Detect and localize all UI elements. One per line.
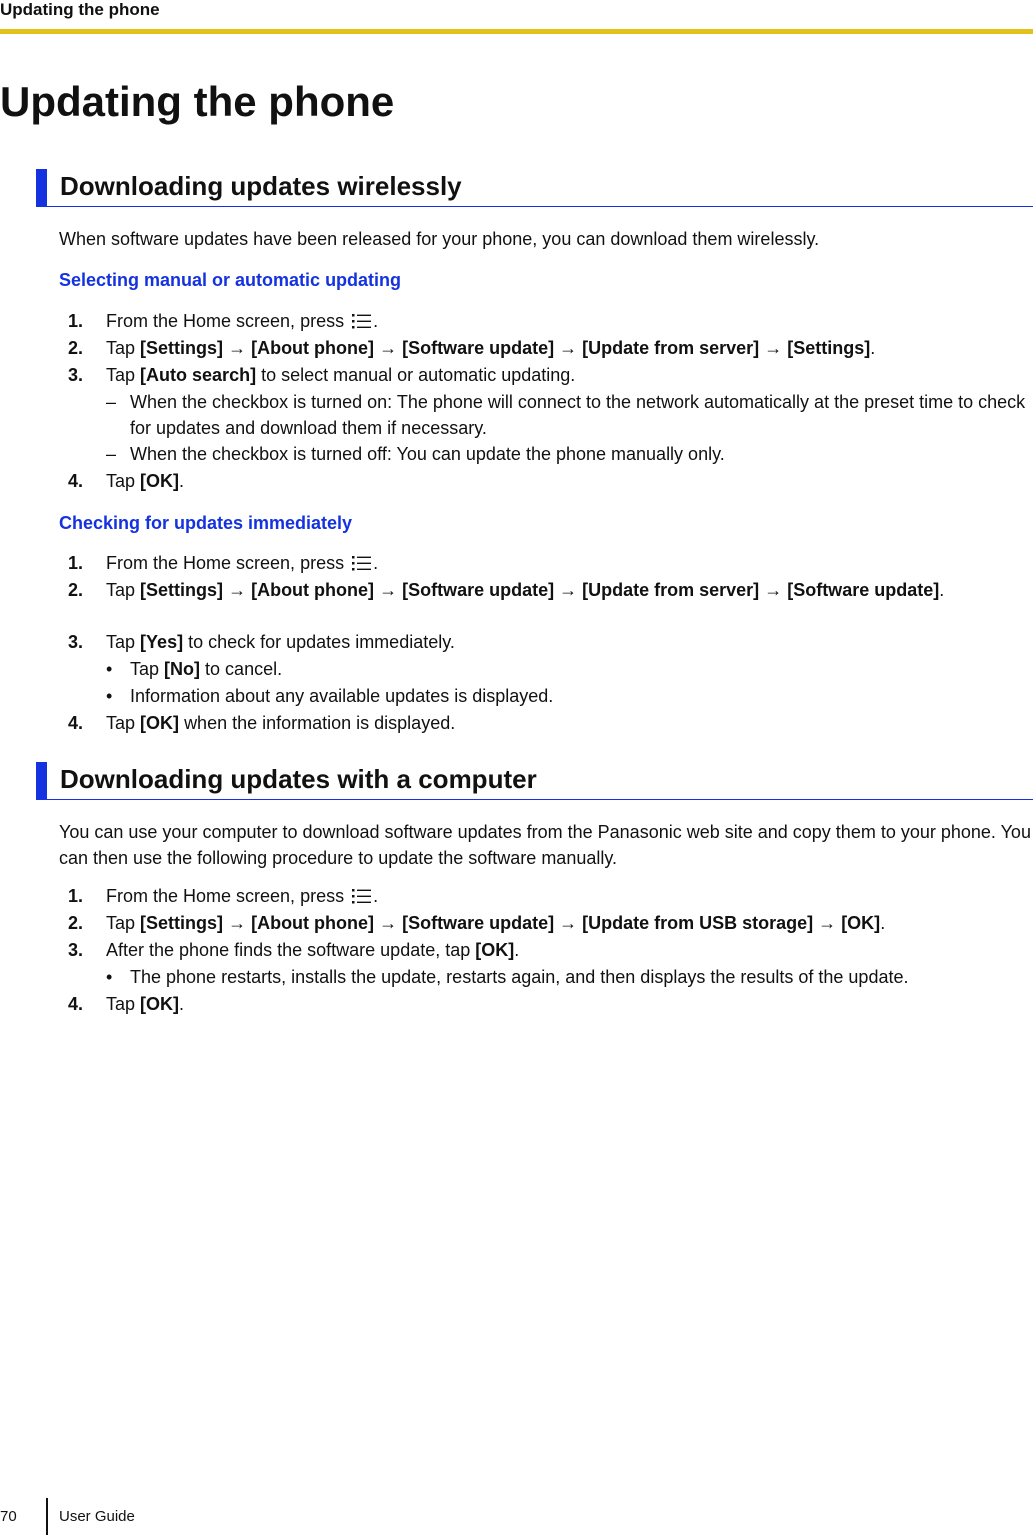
key-settings: [Settings]	[140, 338, 224, 358]
dash-mark: –	[106, 444, 117, 464]
step-number: 3.	[68, 940, 84, 960]
key-no: [No]	[164, 659, 201, 679]
wireless-intro: When software updates have been released for your phone, you can download them wirelessly.	[59, 229, 820, 249]
key-yes: [Yes]	[140, 632, 184, 652]
step-number: 4.	[68, 713, 84, 733]
arrow-icon: →	[379, 338, 398, 358]
key-software-update: [Software update]	[402, 338, 555, 358]
arrow-icon: →	[379, 913, 398, 933]
dash-mark: –	[106, 392, 117, 412]
step-number: 2.	[68, 338, 84, 358]
step-number: 4.	[68, 994, 84, 1014]
arrow-icon: →	[228, 580, 247, 600]
sub-item-text: Information about any available updates is displayed.	[130, 686, 554, 706]
key-software-update: [Software update]	[402, 580, 555, 600]
step-text: Tap [Settings] → [About phone] → [Software update] → [Update from server] → [Settings].	[106, 338, 876, 358]
step-number: 1.	[68, 553, 84, 573]
bullet-mark: •	[106, 967, 113, 987]
step-text: Tap [Yes] to check for updates immediately.	[106, 632, 455, 652]
menu-icon	[351, 887, 373, 905]
step-number: 3.	[68, 365, 84, 385]
step-text: From the Home screen, press .	[106, 311, 379, 331]
subheading-check-now: Checking for updates immediately	[59, 513, 353, 533]
section-heading-text: Downloading updates with a computer	[60, 764, 537, 794]
header-rule	[0, 29, 1033, 34]
menu-icon	[351, 554, 373, 572]
step-text: Tap [OK].	[106, 994, 185, 1014]
step-text: Tap [Settings] → [About phone] → [Software update] → [Update from server] → [Software update].	[106, 580, 945, 600]
computer-intro: You can use your computer to download software updates from the Panasonic web site and copy them to your phone. You can then use the following procedure to update the software manually.	[59, 822, 1031, 868]
key-settings: [Settings]	[140, 913, 224, 933]
menu-icon	[351, 312, 373, 330]
step-text: Tap [Auto search] to select manual or automatic updating.	[106, 365, 576, 385]
step-number: 3.	[68, 632, 84, 652]
sub-item-text: The phone restarts, installs the update, restarts again, and then displays the results of the update.	[130, 967, 909, 987]
bullet-mark: •	[106, 659, 113, 679]
key-about-phone: [About phone]	[251, 913, 375, 933]
arrow-icon: →	[228, 338, 247, 358]
arrow-icon: →	[228, 913, 247, 933]
arrow-icon: →	[764, 580, 783, 600]
arrow-icon: →	[559, 580, 578, 600]
sub-item-text: When the checkbox is turned on: The phone will connect to the network automatically at the preset time to check for updates and download them if necessary.	[130, 392, 1026, 438]
step-text: Tap [OK].	[106, 471, 185, 491]
section-heading-text: Downloading updates wirelessly	[60, 171, 462, 201]
key-ok: [OK]	[841, 913, 881, 933]
arrow-icon: →	[559, 913, 578, 933]
sub-item-text: Tap [No] to cancel.	[130, 659, 283, 679]
key-update-from-server: [Update from server]	[582, 338, 760, 358]
key-ok: [OK]	[140, 471, 180, 491]
page-title: Updating the phone	[0, 78, 395, 125]
section-heading-computer	[36, 762, 1033, 800]
key-settings: [Settings]	[787, 338, 871, 358]
step-text: Tap [Settings] → [About phone] → [Software update] → [Update from USB storage] → [OK].	[106, 913, 886, 933]
step-number: 1.	[68, 311, 84, 331]
step-text: After the phone finds the software update, tap [OK].	[106, 940, 520, 960]
key-auto-search: [Auto search]	[140, 365, 257, 385]
sub-item-text: When the checkbox is turned off: You can update the phone manually only.	[130, 444, 725, 464]
key-about-phone: [About phone]	[251, 580, 375, 600]
arrow-icon: →	[559, 338, 578, 358]
step-text: From the Home screen, press .	[106, 553, 379, 573]
subheading-manual-auto: Selecting manual or automatic updating	[59, 270, 402, 290]
step-number: 4.	[68, 471, 84, 491]
step-number: 2.	[68, 580, 84, 600]
step-number: 2.	[68, 913, 84, 933]
key-ok: [OK]	[140, 994, 180, 1014]
arrow-icon: →	[764, 338, 783, 358]
step-text: From the Home screen, press .	[106, 886, 379, 906]
key-ok: [OK]	[140, 713, 180, 733]
key-software-update: [Software update]	[402, 913, 555, 933]
arrow-icon: →	[818, 913, 837, 933]
key-ok: [OK]	[475, 940, 515, 960]
bullet-mark: •	[106, 686, 113, 706]
key-settings: [Settings]	[140, 580, 224, 600]
key-update-from-usb: [Update from USB storage]	[582, 913, 814, 933]
section-heading-wireless	[36, 169, 1033, 207]
key-update-from-server: [Update from server]	[582, 580, 760, 600]
page-number: 70	[0, 1508, 17, 1525]
running-header: Updating the phone	[0, 0, 160, 19]
key-software-update: [Software update]	[787, 580, 940, 600]
footer-divider	[46, 1498, 48, 1535]
footer-label: User Guide	[59, 1508, 135, 1525]
step-text: Tap [OK] when the information is displayed.	[106, 713, 456, 733]
key-about-phone: [About phone]	[251, 338, 375, 358]
arrow-icon: →	[379, 580, 398, 600]
step-number: 1.	[68, 886, 84, 906]
